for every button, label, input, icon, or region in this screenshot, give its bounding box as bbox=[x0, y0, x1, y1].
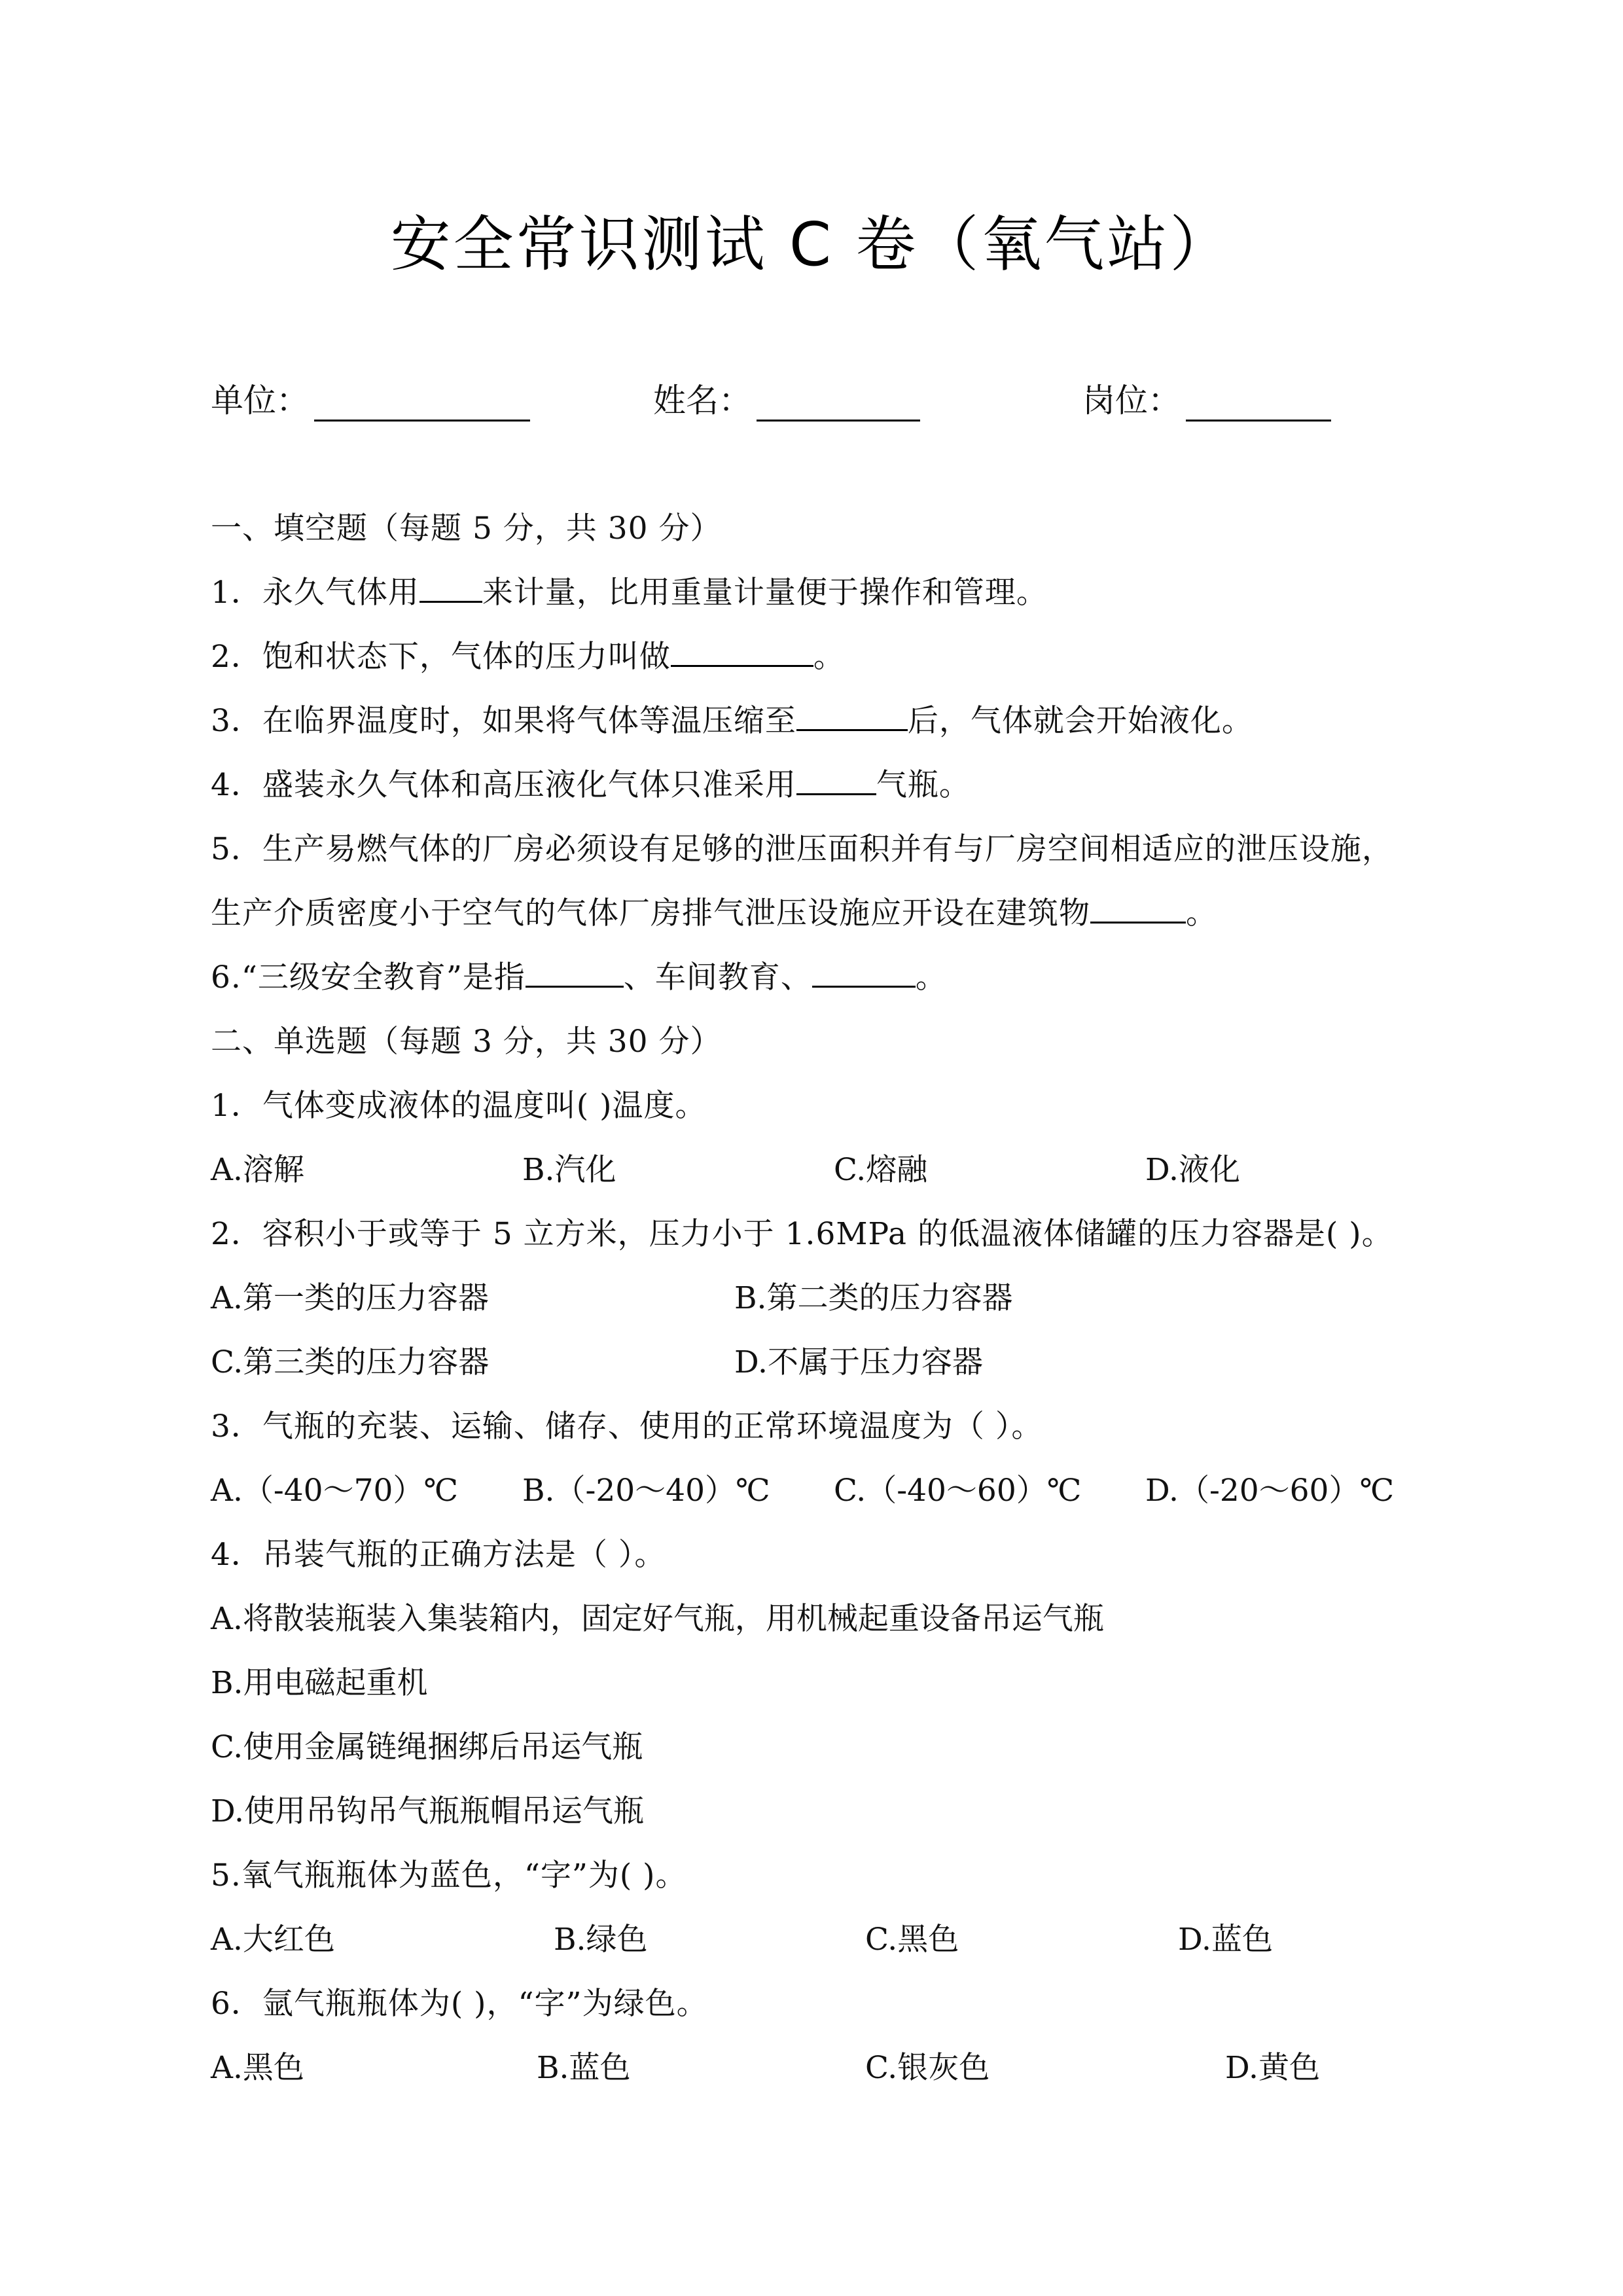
unit-label: 单位： bbox=[211, 382, 309, 420]
s2-question-2: 2．容积小于或等于 5 立方米，压力小于 1.6MPa 的低温液体储罐的压力容器是( )。 bbox=[211, 1216, 1393, 1252]
s2-q2-option-d[interactable]: D.不属于压力容器 bbox=[734, 1344, 983, 1380]
s1-question-6: 6.“三级安全教育”是指 、车间教育、 。 bbox=[211, 953, 947, 997]
s2-q1-option-c[interactable]: C.熔融 bbox=[834, 1152, 928, 1188]
s2-q4-option-a[interactable]: A.将散装瓶装入集装箱内，固定好气瓶，用机械起重设备吊运气瓶 bbox=[211, 1601, 1104, 1637]
s2-q5-option-b[interactable]: B.绿色 bbox=[554, 1922, 648, 1958]
post-blank[interactable] bbox=[1186, 386, 1331, 422]
s1-q3-blank[interactable] bbox=[796, 699, 908, 731]
s2-q3-option-d[interactable]: D.（-20～60）℃ bbox=[1145, 1473, 1395, 1509]
s2-q3-option-b[interactable]: B.（-20～40）℃ bbox=[522, 1473, 770, 1509]
s1-question-2: 2．饱和状态下，气体的压力叫做 。 bbox=[211, 632, 845, 676]
s2-q1-option-b[interactable]: B.汽化 bbox=[522, 1152, 616, 1188]
s2-q5-option-c[interactable]: C.黑色 bbox=[865, 1922, 959, 1958]
s2-question-3: 3．气瓶的充装、运输、储存、使用的正常环境温度为（ ）。 bbox=[211, 1408, 1043, 1444]
s1-question-3: 3．在临界温度时，如果将气体等温压缩至 后，气体就会开始液化。 bbox=[211, 696, 1253, 740]
name-blank[interactable] bbox=[757, 386, 920, 422]
s2-q2-option-a[interactable]: A.第一类的压力容器 bbox=[211, 1280, 489, 1316]
s1-question-1: 1．永久气体用 来计量，比用重量计量便于操作和管理。 bbox=[211, 568, 1048, 612]
s2-q2-option-b[interactable]: B.第二类的压力容器 bbox=[734, 1280, 1013, 1316]
s2-q3-option-c[interactable]: C.（-40～60）℃ bbox=[834, 1473, 1082, 1509]
s1-question-5-line1: 5．生产易燃气体的厂房必须设有足够的泄压面积并有与厂房空间相适应的泄压设施， bbox=[211, 831, 1393, 867]
post-field bbox=[1082, 374, 1331, 422]
s2-q4-option-c[interactable]: C.使用金属链绳捆绑后吊运气瓶 bbox=[211, 1729, 643, 1765]
info-row bbox=[211, 374, 1428, 427]
s2-q6-option-d[interactable]: D.黄色 bbox=[1225, 2050, 1320, 2086]
post-label: 岗位： bbox=[1082, 382, 1181, 420]
s1-q6-blank-2[interactable] bbox=[812, 956, 916, 988]
s2-q6-option-b[interactable]: B.蓝色 bbox=[537, 2050, 631, 2086]
s1-q5-blank[interactable] bbox=[1090, 891, 1186, 924]
s2-question-1: 1．气体变成液体的温度叫( )温度。 bbox=[211, 1088, 707, 1124]
s1-q2-blank[interactable] bbox=[671, 635, 813, 667]
s1-q4-blank[interactable] bbox=[796, 763, 876, 795]
s2-q4-option-d[interactable]: D.使用吊钩吊气瓶瓶帽吊运气瓶 bbox=[211, 1793, 644, 1829]
s2-q4-option-b[interactable]: B.用电磁起重机 bbox=[211, 1665, 428, 1701]
unit-blank[interactable] bbox=[314, 386, 530, 422]
name-label: 姓名： bbox=[653, 382, 751, 420]
unit-field bbox=[211, 374, 530, 422]
s1-q6-blank-1[interactable] bbox=[526, 956, 624, 988]
s1-question-4: 4．盛装永久气体和高压液化气体只准采用 气瓶。 bbox=[211, 761, 971, 804]
s2-question-6: 6．氩气瓶瓶体为( )，“字”为绿色。 bbox=[211, 1986, 708, 2022]
section1-heading: 一、填空题（每题 5 分，共 30 分） bbox=[211, 511, 722, 547]
s2-q6-option-a[interactable]: A.黑色 bbox=[211, 2050, 304, 2086]
s2-question-5: 5.氧气瓶瓶体为蓝色，“字”为( )。 bbox=[211, 1857, 687, 1893]
s1-q1-blank[interactable] bbox=[419, 571, 482, 603]
page-title: 安全常识测试 C 卷（氧气站） bbox=[390, 209, 1233, 279]
s2-q6-option-c[interactable]: C.银灰色 bbox=[865, 2050, 990, 2086]
s2-q2-option-c[interactable]: C.第三类的压力容器 bbox=[211, 1344, 490, 1380]
s1-question-5-line2: 生产介质密度小于空气的气体厂房排气泄压设施应开设在建筑物 。 bbox=[211, 889, 1217, 933]
s2-q3-option-a[interactable]: A.（-40～70）℃ bbox=[211, 1473, 458, 1509]
s2-question-4: 4．吊装气瓶的正确方法是（ ）。 bbox=[211, 1537, 666, 1573]
name-field bbox=[653, 374, 920, 422]
s2-q1-option-a[interactable]: A.溶解 bbox=[211, 1152, 304, 1188]
s2-q5-option-d[interactable]: D.蓝色 bbox=[1178, 1922, 1273, 1958]
s2-q1-option-d[interactable]: D.液化 bbox=[1145, 1152, 1240, 1188]
section2-heading: 二、单选题（每题 3 分，共 30 分） bbox=[211, 1024, 722, 1060]
s2-q5-option-a[interactable]: A.大红色 bbox=[211, 1922, 335, 1958]
